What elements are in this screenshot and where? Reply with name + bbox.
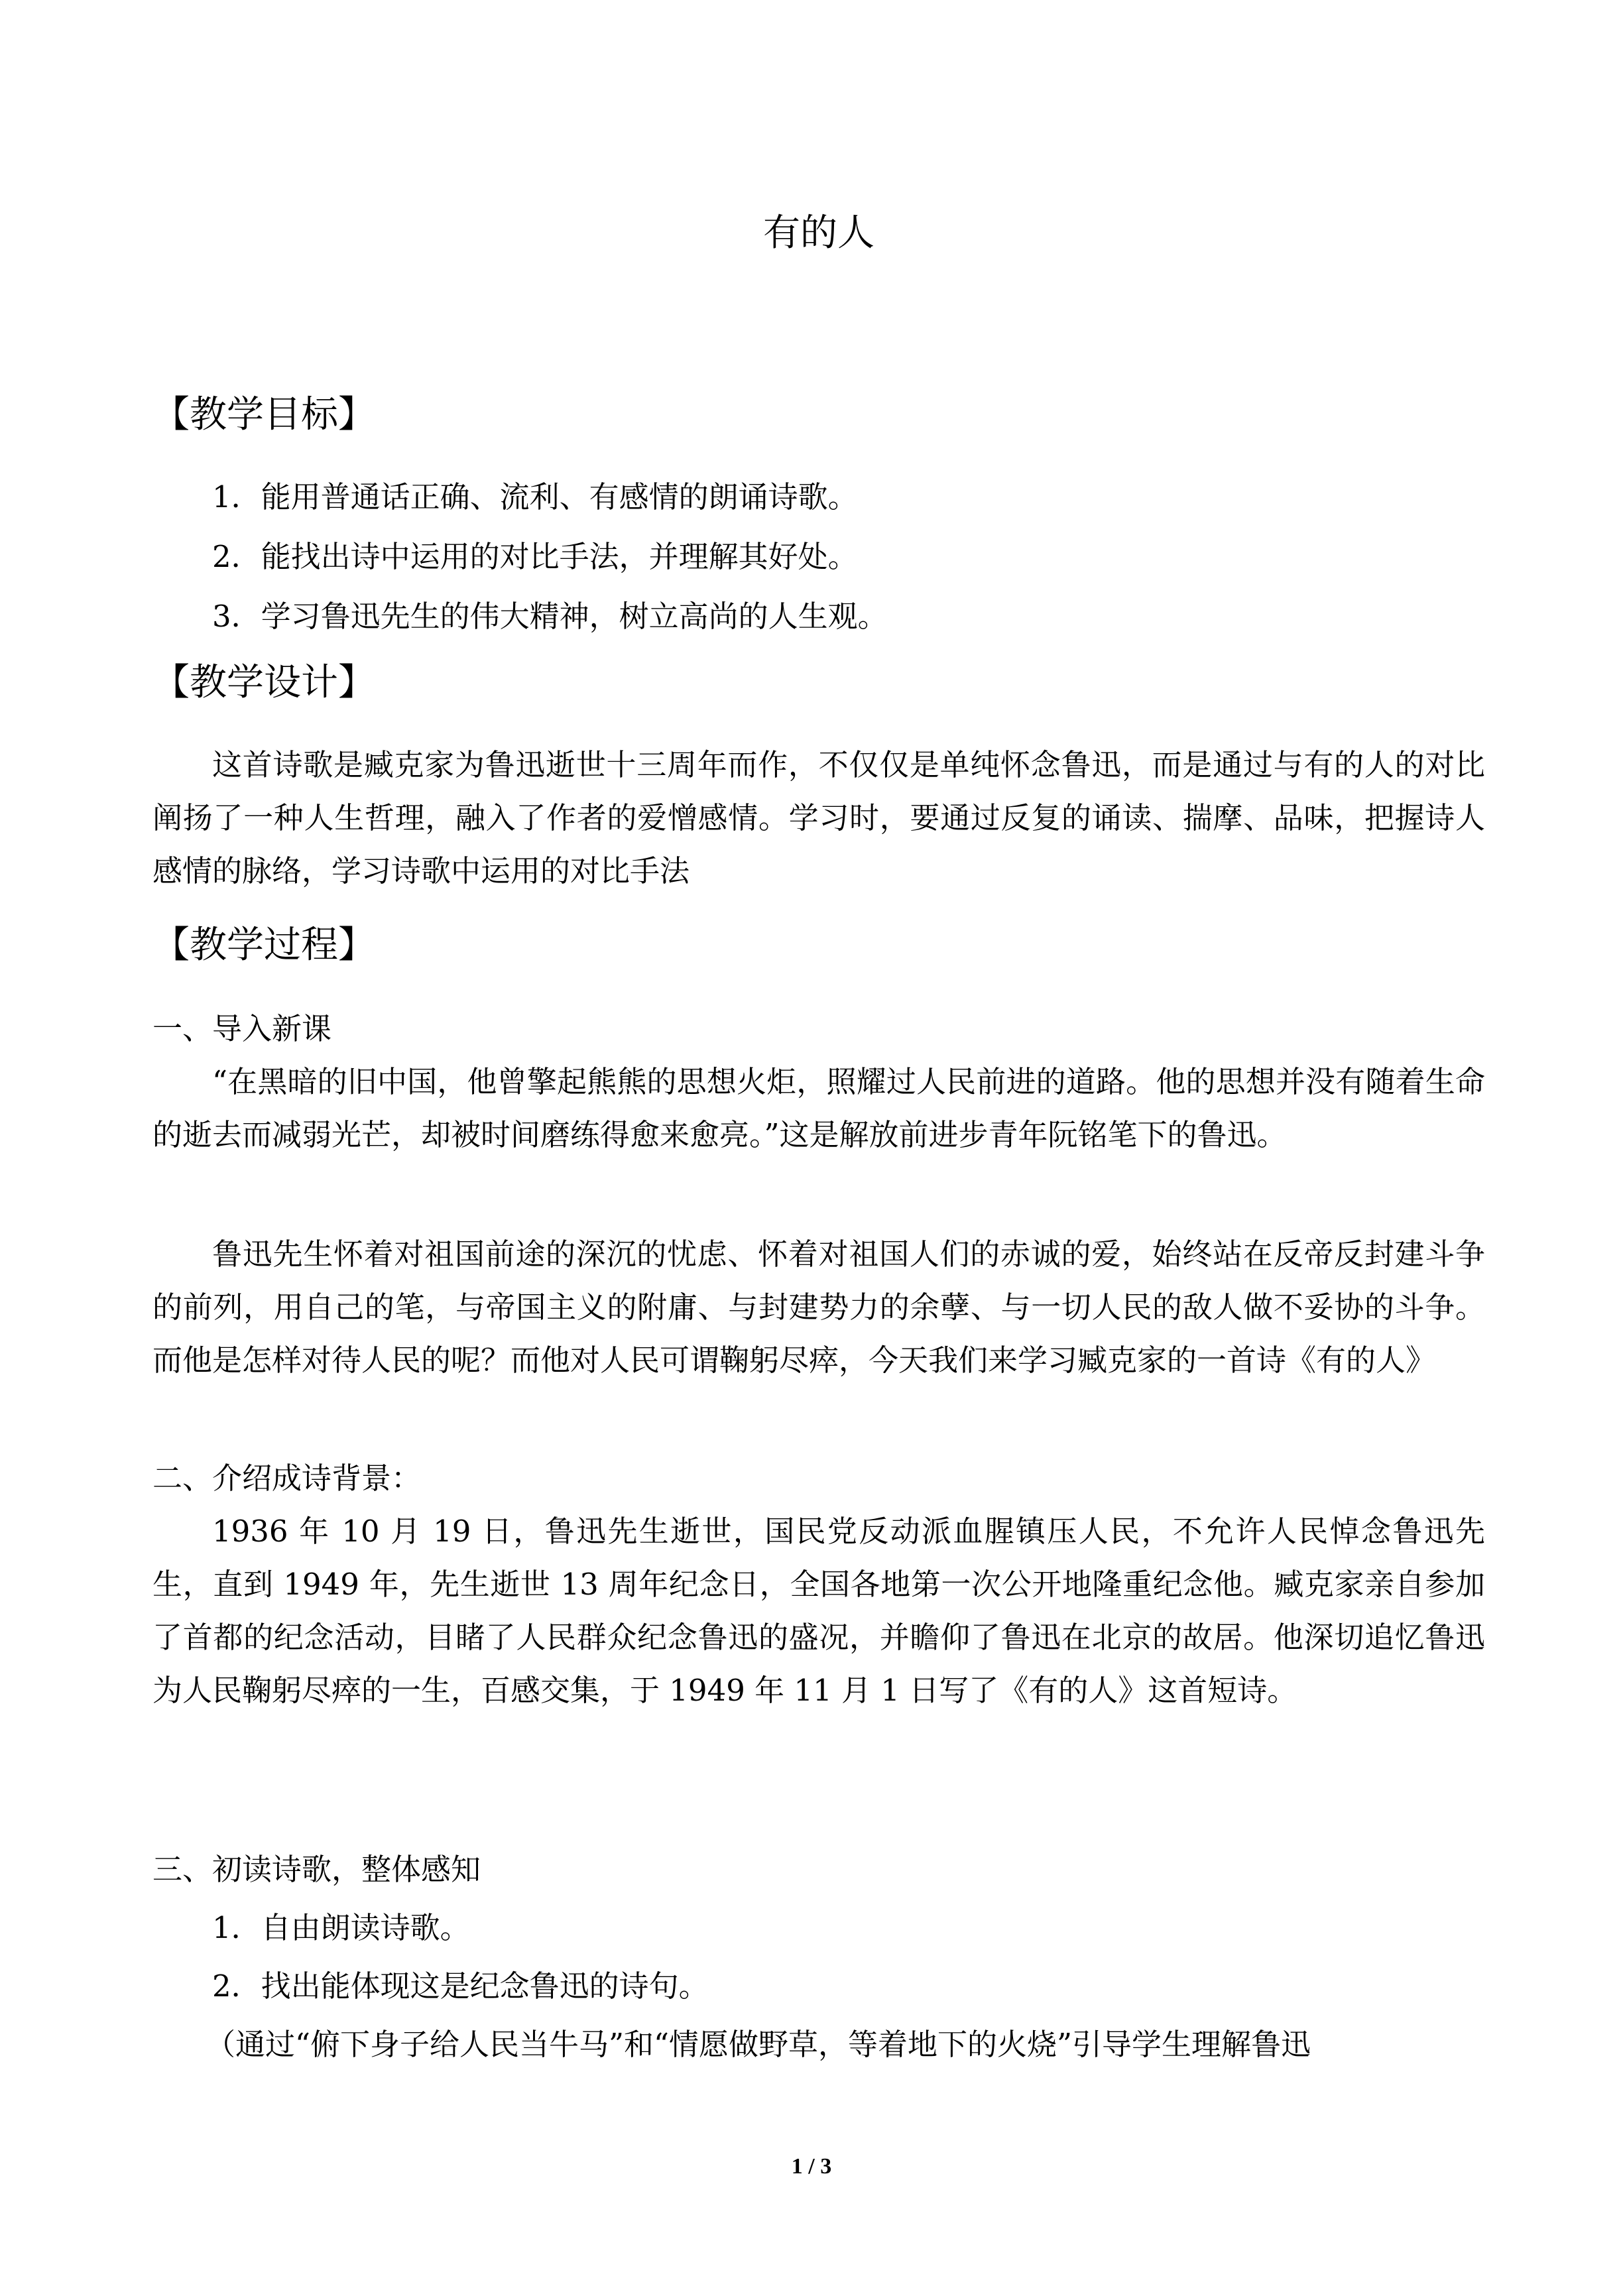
process-heading: 【教学过程】 (152, 924, 375, 967)
design-paragraph: 这首诗歌是臧克家为鲁迅逝世十三周年而作，不仅仅是单纯怀念鲁迅，而是通过与有的人的对比阐扬了一种人生哲理，融入了作者的爱憎感情。学习时，要通过反复的诵读、揣摩、品味，把握诗人感情的脉络，学习诗歌中运用的对比手法 (152, 747, 1485, 888)
part2-heading: 二、介绍成诗背景： (152, 1461, 422, 1496)
part3-note: （通过“俯下身子给人民当牛马”和“情愿做野草，等着地下的火烧”引导学生理解鲁迅 (206, 2027, 1311, 2062)
part1-paragraph-1: “在黑暗的旧中国，他曾擎起熊熊的思想火炬，照耀过人民前进的道路。他的思想并没有随着生命的逝去而减弱光芒，却被时间磨练得愈来愈亮。”这是解放前进步青年阮铭笔下的鲁迅。 (152, 1064, 1485, 1152)
objectives-heading: 【教学目标】 (152, 393, 375, 436)
part3-heading: 三、初读诗歌，整体感知 (152, 1852, 481, 1887)
part1-heading: 一、导入新课 (152, 1011, 332, 1046)
design-heading: 【教学设计】 (152, 661, 375, 704)
part1-paragraph-2: 鲁迅先生怀着对祖国前途的深沉的忧虑、怀着对祖国人们的赤诚的爱，始终站在反帝反封建斗争的前列，用自己的笔，与帝国主义的附庸、与封建势力的余孽、与一切人民的敌人做不妥协的斗争。而他是怎样对待人民的呢？而他对人民可谓鞠躬尽瘁，今天我们来学习臧克家的一首诗《有的人》 (152, 1237, 1485, 1378)
page-number: 1 / 3 (791, 2154, 832, 2179)
document-title: 有的人 (763, 211, 874, 255)
part3-item-2: 2．找出能体现这是纪念鲁迅的诗句。 (212, 1968, 709, 2004)
part3-item-1: 1．自由朗读诗歌。 (212, 1910, 470, 1945)
objective-item-3: 3．学习鲁迅先生的伟大精神，树立高尚的人生观。 (212, 599, 888, 634)
objective-item-2: 2．能找出诗中运用的对比手法，并理解其好处。 (212, 539, 858, 574)
part2-paragraph: 1936 年 10 月 19 日，鲁迅先生逝世，国民党反动派血腥镇压人民，不允许人民悼念鲁迅先生，直到 1949 年，先生逝世 13 周年纪念日，全国各地第一次公开地隆重纪念他。臧克家亲自参加了首都的纪念活动，目睹了人民群众纪念鲁迅的盛况，并瞻仰了鲁迅在北京的故居。他深切追忆鲁迅为人民鞠躬尽瘁的一生，百感交集，于 1949 年 11 月 1 日写了《有的人》这首短诗。 (152, 1514, 1485, 1708)
objective-item-1: 1．能用普通话正确、流利、有感情的朗诵诗歌。 (212, 479, 858, 514)
